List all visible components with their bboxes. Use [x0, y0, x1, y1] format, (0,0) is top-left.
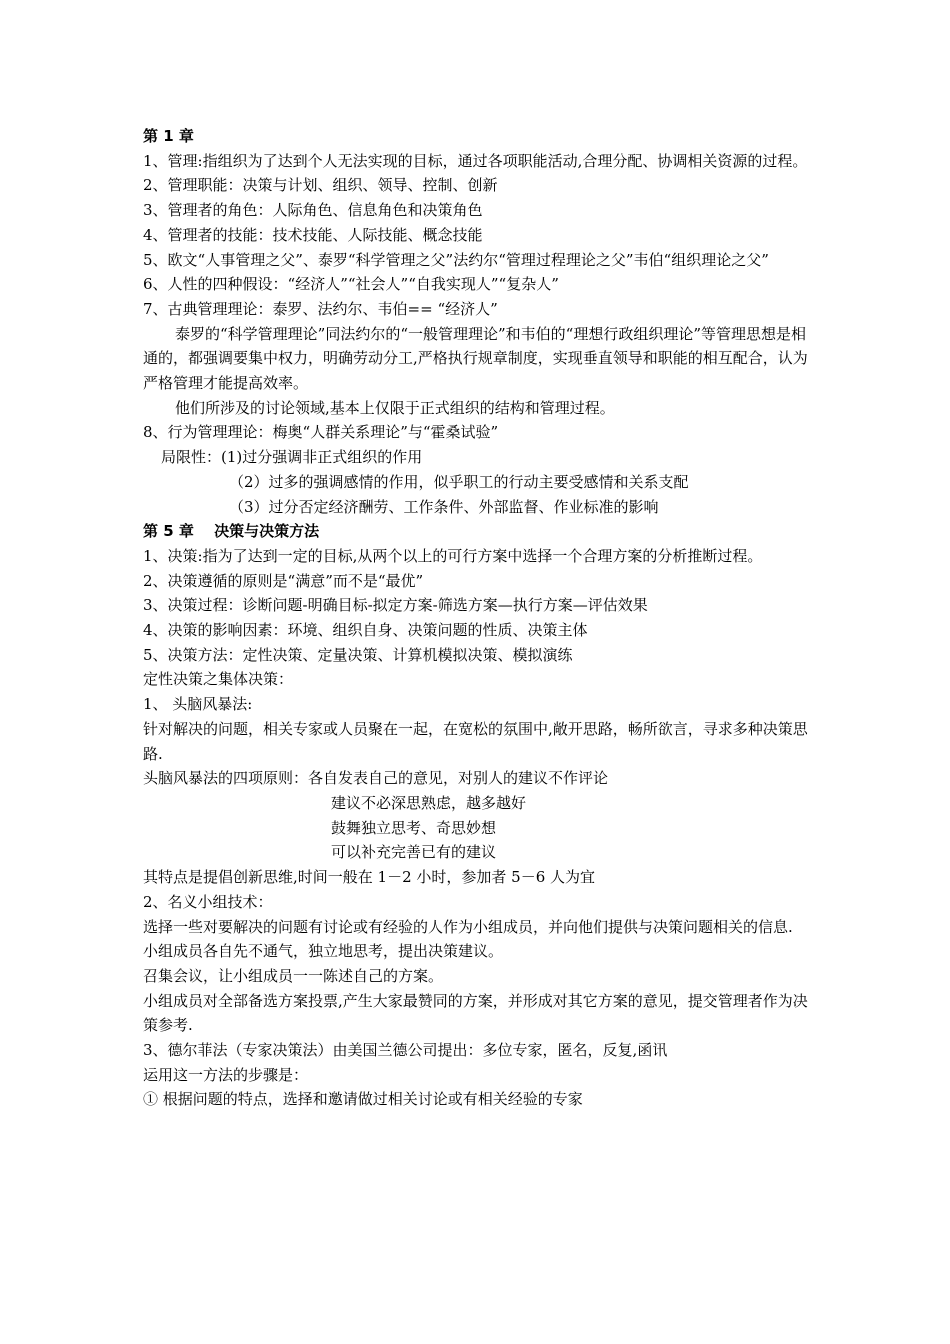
delphi-steps-intro: 运用这一方法的步骤是：: [143, 1065, 309, 1084]
nominal-group-step-1: 选择一些对要解决的问题有讨论或有经验的人作为小组成员，并向他们提供与决策问题相关的信息.: [143, 917, 793, 936]
paragraph-decision-principle: 2、决策遵循的原则是“满意”而不是“最优”: [143, 571, 424, 590]
paragraph-classical-theory-scope: 他们所涉及的讨论领域,基本上仅限于正式组织的结构和管理过程。: [175, 398, 615, 417]
paragraph-management-definition: 1、管理:指组织为了达到个人无法实现的目标，通过各项职能活动,合理分配、协调相关资源的过程。: [143, 151, 808, 170]
brainstorm-description: 针对解决的问题，相关专家或人员聚在一起，在宽松的氛围中,敞开思路，畅所欲言，寻求多种决策思路.: [143, 719, 808, 763]
brainstorm-features: 其特点是提倡创新思维,时间一般在 1－2 小时，参加者 5－6 人为宜: [143, 868, 596, 887]
brainstorm-rule-2: 建议不必深思熟虑，越多越好: [331, 793, 527, 812]
paragraph-collective-decision: 定性决策之集体决策：: [143, 670, 294, 689]
limitation-item-2: （2）过多的强调感情的作用，似乎职工的行动主要受感情和关系支配: [229, 472, 689, 491]
paragraph-decision-factors: 4、决策的影响因素：环境、组织自身、决策问题的性质、决策主体: [143, 621, 588, 640]
nominal-group-step-3: 召集会议，让小组成员一一陈述自己的方案。: [143, 966, 444, 985]
chapter-1-heading: 第 1 章: [143, 127, 194, 145]
paragraph-behavioral-theory: 8、行为管理理论：梅奥“人群关系理论”与“霍桑试验”: [143, 423, 499, 442]
limitation-item-3: （3）过分否定经济酬劳、工作条件、外部监督、作业标准的影响: [229, 497, 659, 516]
paragraph-classical-theory-detail: 泰罗的“科学管理理论”同法约尔的“一般管理理论”和韦伯的“理想行政组织理论”等管理思想是相通的，都强调要集中权力，明确劳动分工,严格执行规章制度，实现垂直领导和职能的相互配合，认为严格管理才能提高效率。: [143, 324, 808, 393]
paragraph-management-functions: 2、管理职能：决策与计划、组织、领导、控制、创新: [143, 176, 498, 195]
brainstorm-rule-4: 可以补充完善已有的建议: [331, 843, 497, 862]
paragraph-fathers-of-management: 5、欧文“人事管理之父”、泰罗“科学管理之父”法约尔“管理过程理论之父”韦伯“组织理论之父”: [143, 250, 769, 269]
paragraph-decision-process: 3、决策过程：诊断问题-明确目标-拟定方案-筛选方案—执行方案—评估效果: [143, 596, 648, 615]
paragraph-human-nature-assumptions: 6、人性的四种假设：“经济人”“社会人”“自我实现人”“复杂人”: [143, 275, 559, 294]
paragraph-decision-methods: 5、决策方法：定性决策、定量决策、计算机模拟决策、模拟演练: [143, 645, 573, 664]
nominal-group-step-2: 小组成员各自先不通气，独立地思考，提出决策建议。: [143, 942, 504, 961]
document-page: [143, 124, 815, 1112]
brainstorm-rule-1: 头脑风暴法的四项原则：各自发表自己的意见，对别人的建议不作评论: [143, 769, 609, 788]
nominal-group-title: 2、名义小组技术：: [143, 892, 273, 911]
chapter-5-heading: 第 5 章 决策与决策方法: [143, 522, 320, 541]
limitation-item-1: 局限性：(1)过分强调非正式组织的作用: [161, 448, 423, 467]
delphi-step-1: ① 根据问题的特点，选择和邀请做过相关讨论或有相关经验的专家: [143, 1090, 583, 1109]
paragraph-decision-definition: 1、决策:指为了达到一定的目标,从两个以上的可行方案中选择一个合理方案的分析推断过程。: [143, 546, 763, 565]
delphi-title: 3、德尔菲法（专家决策法）由美国兰德公司提出：多位专家，匿名，反复,函讯: [143, 1041, 668, 1060]
nominal-group-step-4: 小组成员对全部备选方案投票,产生大家最赞同的方案，并形成对其它方案的意见，提交管理者作为决策参考.: [143, 991, 808, 1035]
brainstorm-rule-3: 鼓舞独立思考、奇思妙想: [331, 818, 497, 837]
paragraph-classical-theory: 7、古典管理理论：泰罗、法约尔、韦伯== “经济人”: [143, 299, 498, 318]
paragraph-manager-roles: 3、管理者的角色：人际角色、信息角色和决策角色: [143, 201, 483, 220]
paragraph-manager-skills: 4、管理者的技能：技术技能、人际技能、概念技能: [143, 225, 483, 244]
brainstorm-title: 1、 头脑风暴法:: [143, 695, 253, 714]
